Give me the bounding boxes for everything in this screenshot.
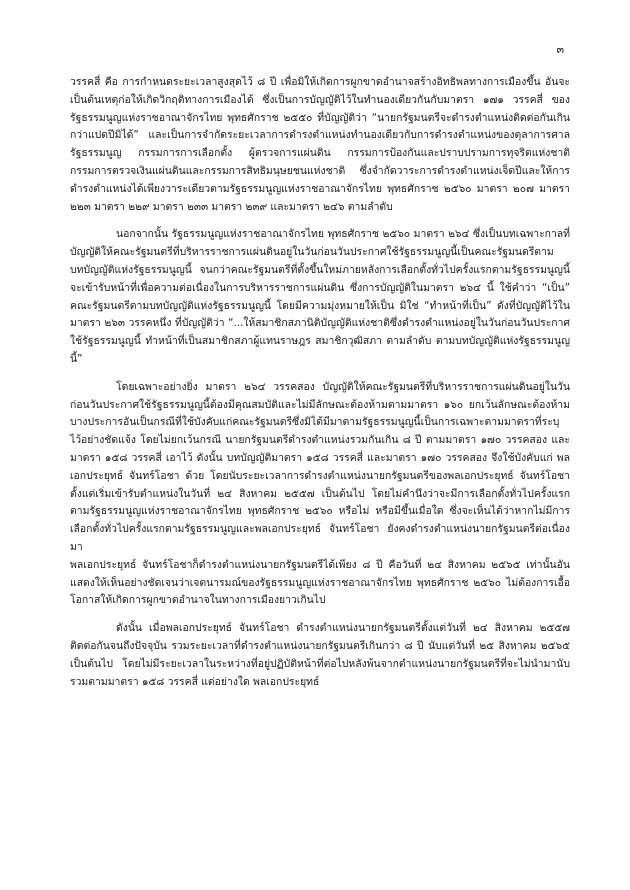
- paragraph-3: โดยเฉพาะอย่างยิ่ง มาตรา ๒๖๔ วรรคสอง บัญญัติให้คณะรัฐมนตรีที่บริหารราชการแผ่นดินอยู่ในวันก่อนวันประกาศใช้รัฐธรรมนูญนี้ต้องมีคุณสมบัติและไม่มีลักษณะต้องห้ามตามมาตรา ๑๖๐ ยกเว้นลักษณะต้องห้ามบางประการอันเป็นกรณีที่ใช้บังคับแก่คณะรัฐมนตรีซึ่งมิได้มีมาตามรัฐธรรมนูญนี้เป็นการเฉพาะตามมาตราที่ระบุไว้อย่างชัดแจ้ง โดยไม่ยกเว้นกรณี นายกรัฐมนตรีดำรงตำแหน่งรวมกันเกิน ๘ ปี ตามมาตรา ๑๗๐ วรรคสอง และมาตรา ๑๕๘ วรรคสี่ เอาไว้ ดังนั้น บทบัญญัติมาตรา ๑๕๘ วรรคสี่ และมาตรา ๑๗๐ วรรคสอง จึงใช้บังคับแก่ พลเอกประยุทธ์ จันทร์โอชา ด้วย โดยนับระยะเวลาการดำรงตำแหน่งนายกรัฐมนตรีของพลเอกประยุทธ์ จันทร์โอชา ตั้งแต่เริ่มเข้ารับตำแหน่งในวันที่ ๒๔ สิงหาคม ๒๕๕๗ เป็นต้นไป โดยไม่คำนึงว่าจะมีการเลือกตั้งทั่วไปครั้งแรกตามรัฐธรรมนูญแห่งราชอาณาจักรไทย พุทธศักราช ๒๕๖๐ หรือไม่ หรือมีขึ้นเมื่อใด ซึ่งจะเห็นได้ว่าหากไม่มีการเลือกตั้งทั่วไปครั้งแรกตามรัฐธรรมนูญและพลเอกประยุทธ์ จันทร์โอชา ยังคงดำรงตำแหน่งนายกรัฐมนตรีต่อเนื่องมา: [70, 380, 570, 553]
- document-body: [70, 74, 570, 701]
- paragraph-5: ดังนั้น เมื่อพลเอกประยุทธ์ จันทร์โอชา ดำรงตำแหน่งนายกรัฐมนตรีตั้งแต่วันที่ ๒๔ สิงหาคม ๒๕๕๗ ติดต่อกันจนถึงปัจจุบัน รวมระยะเวลาที่ดำรงตำแหน่งนายกรัฐมนตรีเกินกว่า ๘ ปี นับแต่วันที่ ๒๕ สิงหาคม ๒๕๖๕ เป็นต้นไป โดยไม่มีระยะเวลาในระหว่างที่อยู่ปฏิบัติหน้าที่ต่อไปหลังพ้นจากตำแหน่งนายกรัฐมนตรีที่จะไม่นำมานับรวมตามมาตรา ๑๕๘ วรรคสี่ แต่อย่างใด พลเอกประยุทธ์: [70, 622, 570, 688]
- paragraph-1: วรรคสี่ คือ การกำหนดระยะเวลาสูงสุดไว้ ๘ ปี เพื่อมิให้เกิดการผูกขาดอำนาจสร้างอิทธิพลทางการเมืองขึ้น อันจะเป็นต้นเหตุก่อให้เกิดวิกฤติทางการเมืองได้ ซึ่งเป็นการบัญญัติไว้ในทำนองเดียวกันกับมาตรา ๑๗๑ วรรคสี่ ของรัฐธรรมนูญแห่งราชอาณาจักรไทย พุทธศักราช ๒๕๕๐ ที่บัญญัติว่า “นายกรัฐมนตรีจะดำรงตำแหน่งติดต่อกันเกินกว่าแปดปีมิได้” และเป็นการจำกัดระยะเวลาการดำรงตำแหน่งทำนองเดียวกับการดำรงตำแหน่งของตุลาการศาลรัฐธรรมนูญ กรรมการการเลือกตั้ง ผู้ตรวจการแผ่นดิน กรรมการป้องกันและปราบปรามการทุจริตแห่งชาติ กรรมการตรวจเงินแผ่นดินและกรรมการสิทธิมนุษยชนแห่งชาติ ซึ่งจำกัดวาระการดำรงตำแหน่งเจ็ดปีและให้การดำรงตำแหน่งได้เพียงวาระเดียวตามรัฐธรรมนูญแห่งราชอาณาจักรไทย พุทธศักราช ๒๕๖๐ มาตรา ๒๐๗ มาตรา ๒๒๓ มาตรา ๒๒๙ มาตรา ๒๓๓ มาตรา ๒๓๙ และมาตรา ๒๔๖ ตามลำดับ: [70, 76, 570, 213]
- page-number: ๓: [556, 43, 564, 56]
- paragraph-2: นอกจากนั้น รัฐธรรมนูญแห่งราชอาณาจักรไทย พุทธศักราช ๒๕๖๐ มาตรา ๒๖๔ ซึ่งเป็นบทเฉพาะกาลที่บัญญัติให้คณะรัฐมนตรีที่บริหารราชการแผ่นดินอยู่ในวันก่อนวันประกาศใช้รัฐธรรมนูญนี้เป็นคณะรัฐมนตรีตามบทบัญญัติแห่งรัฐธรรมนูญนี้ จนกว่าคณะรัฐมนตรีที่ตั้งขึ้นใหม่ภายหลังการเลือกตั้งทั่วไปครั้งแรกตามรัฐธรรมนูญนี้จะเข้ารับหน้าที่เพื่อความต่อเนื่องในการบริหารราชการแผ่นดิน ซึ่งการบัญญัติในมาตรา ๒๖๔ นี้ ใช้คำว่า “เป็น” คณะรัฐมนตรีตามบทบัญญัติแห่งรัฐธรรมนูญนี้ โดยมีความมุ่งหมายให้เป็น มิใช่ “ทำหน้าที่เป็น” ดังที่บัญญัติไว้ในมาตรา ๒๖๓ วรรคหนึ่ง ที่บัญญัติว่า “...ให้สมาชิกสภานิติบัญญัติแห่งชาติซึ่งดำรงตำแหน่งอยู่ในวันก่อนวันประกาศใช้รัฐธรรมนูญนี้ ทำหน้าที่เป็นสมาชิกสภาผู้แทนราษฎร สมาชิกวุฒิสภา ตามลำดับ ตามบทบัญญัติแห่งรัฐธรรมนูญนี้”: [70, 228, 570, 365]
- paragraph-4: พลเอกประยุทธ์ จันทร์โอชาก็ดำรงตำแหน่งนายกรัฐมนตรีได้เพียง ๘ ปี คือวันที่ ๒๔ สิงหาคม ๒๕๖๕ เท่านั้นอันแสดงให้เห็นอย่างชัดเจนว่าเจตนารมณ์ของรัฐธรรมนูญแห่งราชอาณาจักรไทย พุทธศักราช ๒๕๖๐ ไม่ต้องการเอื้อโอกาสให้เกิดการผูกขาดอำนาจในทางการเมืองยาวเกินไป: [70, 558, 570, 607]
